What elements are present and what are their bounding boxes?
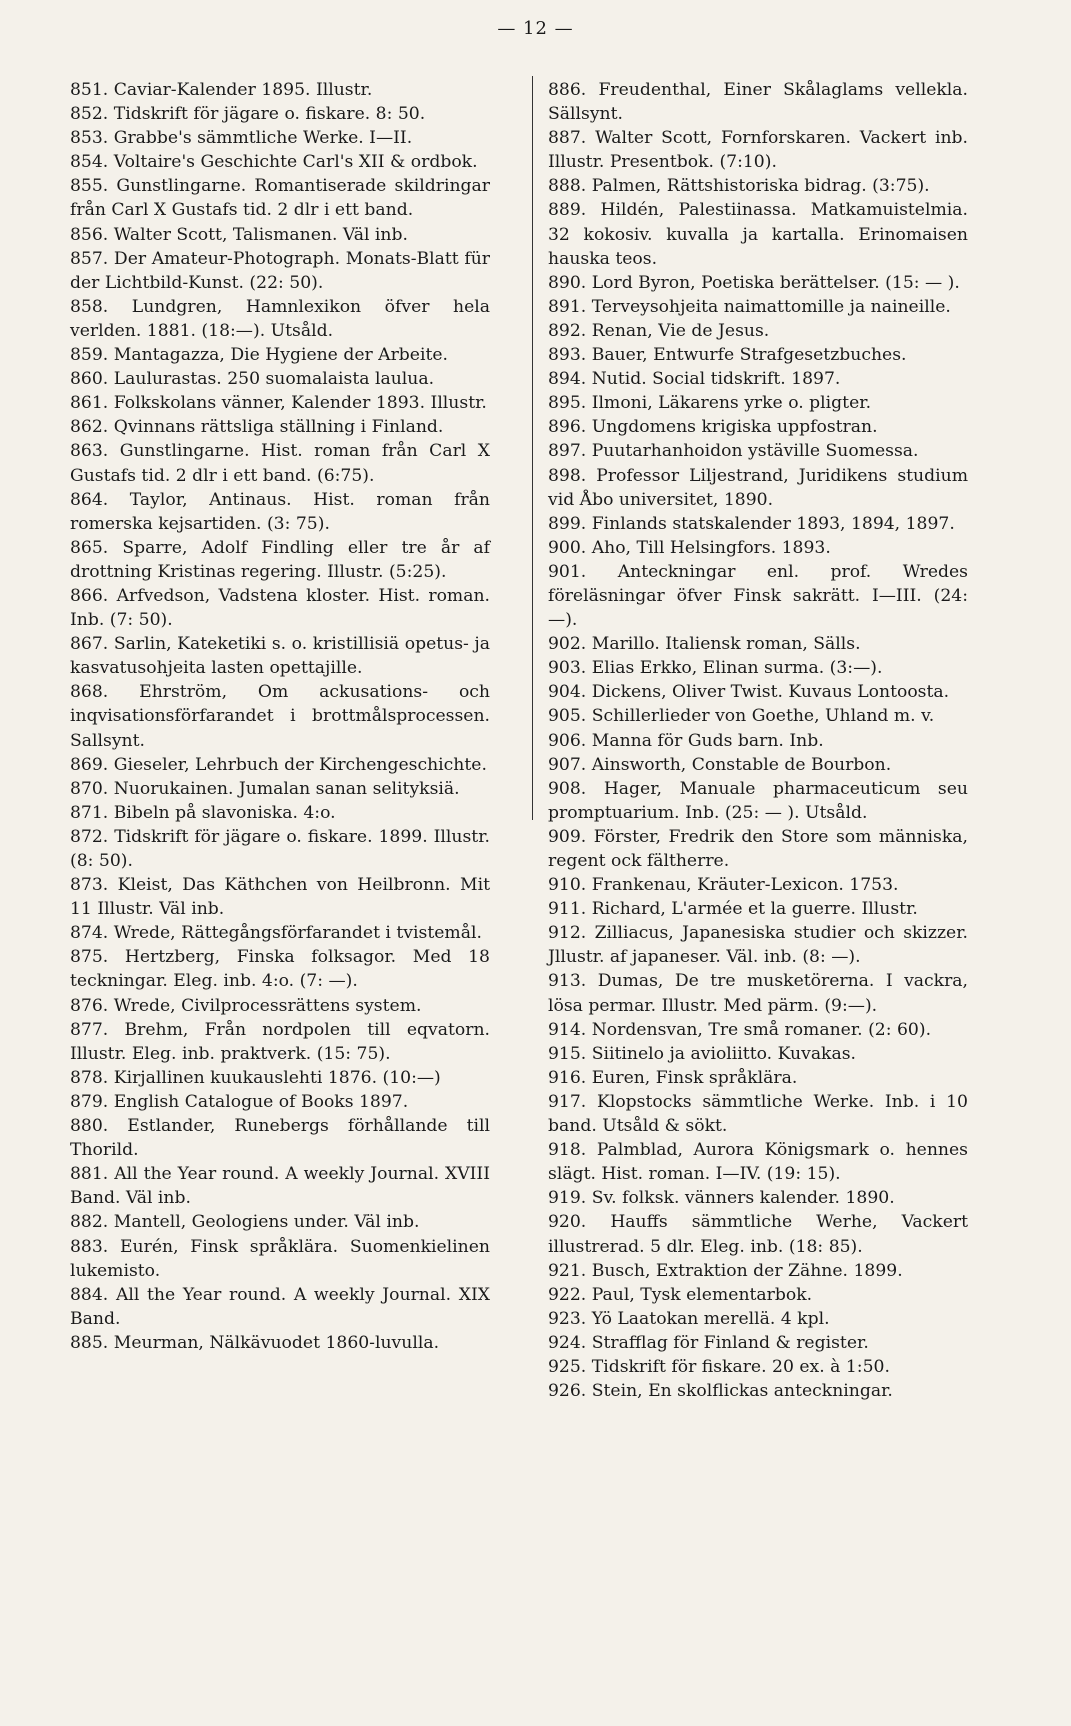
catalog-entry: 857. Der Amateur-Photograph. Monats-Blatt für der Lichtbild-Kunst. (22: 50). (70, 248, 490, 293)
catalog-entry: 909. Förster, Fredrik den Store som människa, regent ock fältherre. (548, 826, 968, 871)
catalog-entry: 903. Elias Erkko, Elinan surma. (3:—). (548, 658, 883, 679)
catalog-entry: 892. Renan, Vie de Jesus. (548, 320, 770, 341)
catalog-entry: 887. Walter Scott, Fornforskaren. Vackert inb. Illustr. Presentbok. (7:10). (548, 128, 968, 173)
catalog-entry: 901. Anteckningar enl. prof. Wredes föreläsningar öfver Finsk sakrätt. I—III. (24: —). (548, 561, 968, 631)
catalog-entry: 884. All the Year round. A weekly Journal. XIX Band. (70, 1284, 490, 1329)
catalog-entry: 907. Ainsworth, Constable de Bourbon. (548, 754, 892, 775)
right-column (548, 78, 968, 1403)
catalog-entry: 854. Voltaire's Geschichte Carl's XII & ordbok. (70, 152, 478, 173)
catalog-entry: 876. Wrede, Civilprocessrättens system. (70, 995, 422, 1016)
catalog-entry: 891. Terveysohjeita naimattomille ja naineille. (548, 296, 951, 317)
catalog-entry: 883. Eurén, Finsk språklära. Suomenkielinen lukemisto. (70, 1236, 490, 1281)
left-column (70, 78, 490, 1355)
catalog-entry: 868. Ehrström, Om ackusations- och inqvisationsförfarandet i brottmålsprocessen. Sallsynt. (70, 682, 490, 751)
catalog-entry: 873. Kleist, Das Käthchen von Heilbronn. Mit 11 Illustr. Väl inb. (70, 875, 490, 920)
catalog-entry: 888. Palmen, Rättshistoriska bidrag. (3:75). (548, 176, 930, 197)
catalog-entry: 922. Paul, Tysk elementarbok. (548, 1284, 813, 1305)
catalog-entry: 889. Hildén, Palestiinassa. Matkamuistelmia. 32 kokosiv. kuvalla ja kartalla. Erinomaisen hauska teos. (548, 200, 968, 269)
catalog-entry: 867. Sarlin, Kateketiki s. o. kristillisiä opetus- ja kasvatusohjeita lasten opettajille. (70, 634, 490, 679)
catalog-entry: 908. Hager, Manuale pharmaceuticum seu promptuarium. Inb. (25: — ). Utsåld. (548, 778, 968, 823)
catalog-entry: 879. English Catalogue of Books 1897. (70, 1091, 409, 1112)
catalog-entry: 918. Palmblad, Aurora Königsmark o. hennes slägt. Hist. roman. I—IV. (19: 15). (548, 1140, 968, 1185)
catalog-entry: 870. Nuorukainen. Jumalan sanan selityksiä. (70, 778, 460, 799)
catalog-entry: 852. Tidskrift för jägare o. fiskare. 8: 50. (70, 104, 426, 125)
catalog-entry: 898. Professor Liljestrand, Juridikens studium vid Åbo universitet, 1890. (548, 465, 968, 510)
catalog-entry: 866. Arfvedson, Vadstena kloster. Hist. roman. Inb. (7: 50). (70, 585, 490, 631)
catalog-entry: 853. Grabbe's sämmtliche Werke. I—II. (70, 128, 413, 149)
catalog-entry: 874. Wrede, Rättegångsförfarandet i tvistemål. (70, 923, 482, 944)
catalog-entry: 865. Sparre, Adolf Findling eller tre år af drottning Kristinas regering. Illustr. (5:25). (70, 537, 490, 582)
catalog-entry: 899. Finlands statskalender 1893, 1894, 1897. (548, 513, 955, 534)
catalog-entry: 926. Stein, En skolflickas anteckningar. (548, 1381, 893, 1402)
catalog-entry: 877. Brehm, Från nordpolen till eqvatorn. Illustr. Eleg. inb. praktverk. (15: 75). (70, 1019, 490, 1064)
catalog-entry: 894. Nutid. Social tidskrift. 1897. (548, 369, 841, 390)
catalog-entry: 923. Yö Laatokan merellä. 4 kpl. (548, 1308, 830, 1329)
catalog-entry: 875. Hertzberg, Finska folksagor. Med 18 teckningar. Eleg. inb. 4:o. (7: —). (70, 947, 490, 992)
catalog-entry: 902. Marillo. Italiensk roman, Sälls. (548, 634, 861, 655)
catalog-entry: 911. Richard, L'armée et la guerre. Illustr. (548, 899, 918, 920)
catalog-entry: 913. Dumas, De tre musketörerna. I vackra, lösa permar. Illustr. Med pärm. (9:—). (548, 971, 968, 1016)
catalog-entry: 880. Estlander, Runebergs förhållande till Thorild. (70, 1116, 490, 1161)
catalog-entry: 917. Klopstocks sämmtliche Werke. Inb. i 10 band. Utsåld & sökt. (548, 1091, 968, 1137)
page-number: — 12 — (497, 18, 574, 39)
catalog-entry: 900. Aho, Till Helsingfors. 1893. (548, 537, 831, 558)
catalog-entry: 915. Siitinelo ja avioliitto. Kuvakas. (548, 1043, 857, 1064)
catalog-entry: 856. Walter Scott, Talismanen. Väl inb. (70, 224, 408, 245)
catalog-entry: 851. Caviar-Kalender 1895. Illustr. (70, 80, 373, 100)
catalog-entry: 893. Bauer, Entwurfe Strafgesetzbuches. (548, 345, 907, 366)
catalog-entry: 912. Zilliacus, Japanesiska studier och skizzer. Jllustr. af japaneser. Väl. inb. (8: —). (548, 923, 968, 968)
catalog-entry: 916. Euren, Finsk språklära. (548, 1067, 798, 1088)
catalog-entry: 861. Folkskolans vänner, Kalender 1893. Illustr. (70, 393, 487, 414)
catalog-entry: 859. Mantagazza, Die Hygiene der Arbeite. (70, 345, 449, 366)
catalog-entry: 862. Qvinnans rättsliga ställning i Finland. (70, 417, 444, 438)
column-divider (532, 76, 533, 820)
catalog-entry: 886. Freudenthal, Einer Skålaglams vellekla. Sällsynt. (548, 80, 968, 125)
catalog-entry: 906. Manna för Guds barn. Inb. (548, 730, 824, 751)
catalog-entry: 871. Bibeln på slavoniska. 4:o. (70, 802, 336, 823)
catalog-entry: 855. Gunstlingarne. Romantiserade skildringar från Carl X Gustafs tid. 2 dlr i ett band. (70, 176, 490, 221)
catalog-entry: 872. Tidskrift för jägare o. fiskare. 1899. Illustr. (8: 50). (70, 826, 490, 871)
catalog-entry: 904. Dickens, Oliver Twist. Kuvaus Lontoosta. (548, 682, 950, 703)
catalog-entry: 914. Nordensvan, Tre små romaner. (2: 60). (548, 1019, 932, 1040)
catalog-entry: 878. Kirjallinen kuukauslehti 1876. (10:—) (70, 1067, 441, 1088)
catalog-entry: 858. Lundgren, Hamnlexikon öfver hela verlden. 1881. (18:—). Utsåld. (70, 296, 490, 341)
catalog-entry: 919. Sv. folksk. vänners kalender. 1890. (548, 1188, 895, 1209)
catalog-entry: 897. Puutarhanhoidon ystäville Suomessa. (548, 441, 919, 462)
catalog-entry: 905. Schillerlieder von Goethe, Uhland m. v. (548, 706, 935, 727)
catalog-entry: 881. All the Year round. A weekly Journal. XVIII Band. Väl inb. (70, 1164, 490, 1209)
catalog-entry: 885. Meurman, Nälkävuodet 1860-luvulla. (70, 1332, 440, 1353)
catalog-entry: 869. Gieseler, Lehrbuch der Kirchengeschichte. (70, 754, 487, 775)
catalog-entry: 864. Taylor, Antinaus. Hist. roman från romerska kejsartiden. (3: 75). (70, 489, 490, 534)
catalog-entry: 925. Tidskrift för fiskare. 20 ex. à 1:50. (548, 1356, 890, 1377)
catalog-entry: 860. Laulurastas. 250 suomalaista laulua. (70, 369, 435, 390)
catalog-entry: 924. Strafflag för Finland & register. (548, 1332, 869, 1353)
catalog-entry: 896. Ungdomens krigiska uppfostran. (548, 417, 878, 438)
catalog-entry: 863. Gunstlingarne. Hist. roman från Carl X Gustafs tid. 2 dlr i ett band. (6:75). (70, 441, 490, 486)
catalog-entry: 910. Frankenau, Kräuter-Lexicon. 1753. (548, 875, 899, 896)
catalog-entry: 921. Busch, Extraktion der Zähne. 1899. (548, 1260, 903, 1281)
catalog-entry: 895. Ilmoni, Läkarens yrke o. pligter. (548, 393, 872, 414)
catalog-entry: 882. Mantell, Geologiens under. Väl inb. (70, 1212, 420, 1233)
catalog-entry: 920. Hauffs sämmtliche Werhe, Vackert illustrerad. 5 dlr. Eleg. inb. (18: 85). (548, 1212, 968, 1257)
catalog-entry: 890. Lord Byron, Poetiska berättelser. (15: — ). (548, 272, 960, 293)
